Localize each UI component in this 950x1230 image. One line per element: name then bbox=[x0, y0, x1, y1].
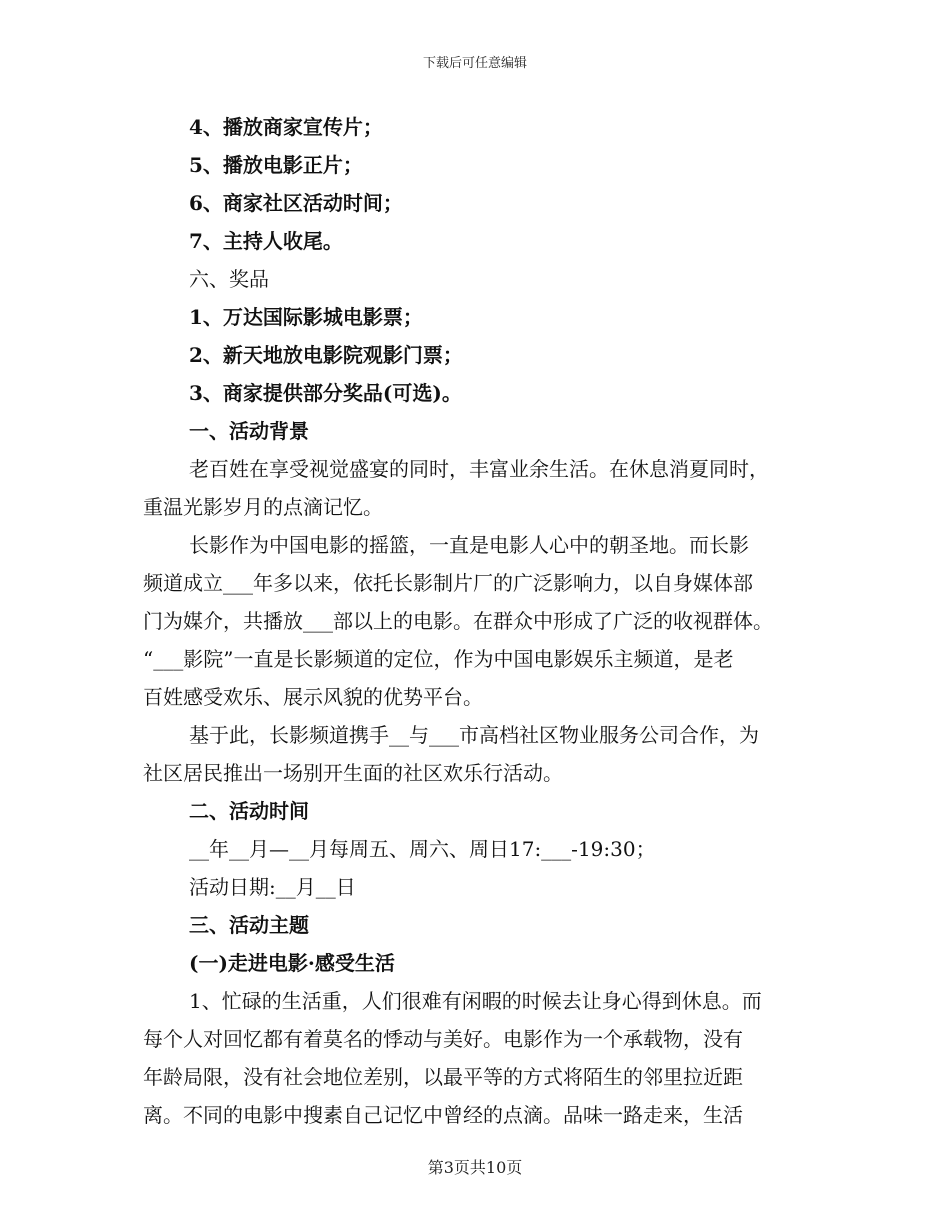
paragraph-line: 社区居民推出一场别开生面的社区欢乐行活动。 bbox=[143, 761, 563, 785]
paragraph-line: 基于此，长影频道携手__与___市高档社区物业服务公司合作，为 bbox=[189, 723, 759, 747]
paragraph-line: “___影院”一直是长影频道的定位，作为中国电影娱乐主频道，是老 bbox=[143, 647, 734, 671]
paragraph-line: 百姓感受欢乐、展示风貌的优势平台。 bbox=[143, 685, 483, 709]
heading-line: 4、播放商家宣传片； bbox=[189, 115, 383, 139]
paragraph-line: 六、奖品 bbox=[189, 267, 269, 291]
heading-line: 7、主持人收尾。 bbox=[189, 229, 343, 253]
heading-line: 5、播放电影正片； bbox=[189, 153, 363, 177]
heading-line: (一)走进电影·感受生活 bbox=[189, 951, 395, 975]
heading-line: 3、商家提供部分奖品(可选)。 bbox=[189, 381, 462, 405]
page-header: 下载后可任意编辑 bbox=[422, 56, 527, 71]
heading-line: 2、新天地放电影院观影门票； bbox=[189, 343, 463, 367]
paragraph-line: 长影作为中国电影的摇篮，一直是电影人心中的朝圣地。而长影 bbox=[189, 533, 749, 557]
paragraph-line: 门为媒介，共播放___部以上的电影。在群众中形成了广泛的收视群体。 bbox=[143, 609, 773, 633]
page-footer: 第3页共10页 bbox=[427, 1158, 523, 1177]
paragraph-line: 频道成立___年多以来，依托长影制片厂的广泛影响力，以自身媒体部 bbox=[143, 571, 753, 595]
paragraph-line: 1、忙碌的生活重，人们很难有闲暇的时候去让身心得到休息。而 bbox=[189, 989, 762, 1013]
paragraph-line: __年__月—__月每周五、周六、周日17:___-19:30； bbox=[189, 837, 656, 861]
heading-line: 一、活动背景 bbox=[189, 419, 309, 443]
heading-line: 二、活动时间 bbox=[189, 799, 309, 823]
paragraph-line: 活动日期:__月__日 bbox=[189, 875, 356, 899]
paragraph-line: 离。不同的电影中搜素自己记忆中曾经的点滴。品味一路走来，生活 bbox=[143, 1103, 743, 1127]
paragraph-line: 年龄局限，没有社会地位差别，以最平等的方式将陌生的邻里拉近距 bbox=[143, 1065, 743, 1089]
paragraph-line: 每个人对回忆都有着莫名的悸动与美好。电影作为一个承载物，没有 bbox=[143, 1027, 743, 1051]
paragraph-line: 老百姓在享受视觉盛宴的同时，丰富业余生活。在休息消夏同时， bbox=[189, 457, 769, 481]
document-body bbox=[143, 108, 813, 1134]
heading-line: 三、活动主题 bbox=[189, 913, 309, 937]
heading-line: 1、万达国际影城电影票； bbox=[189, 305, 423, 329]
paragraph-line: 重温光影岁月的点滴记忆。 bbox=[143, 495, 383, 519]
heading-line: 6、商家社区活动时间； bbox=[189, 191, 403, 215]
